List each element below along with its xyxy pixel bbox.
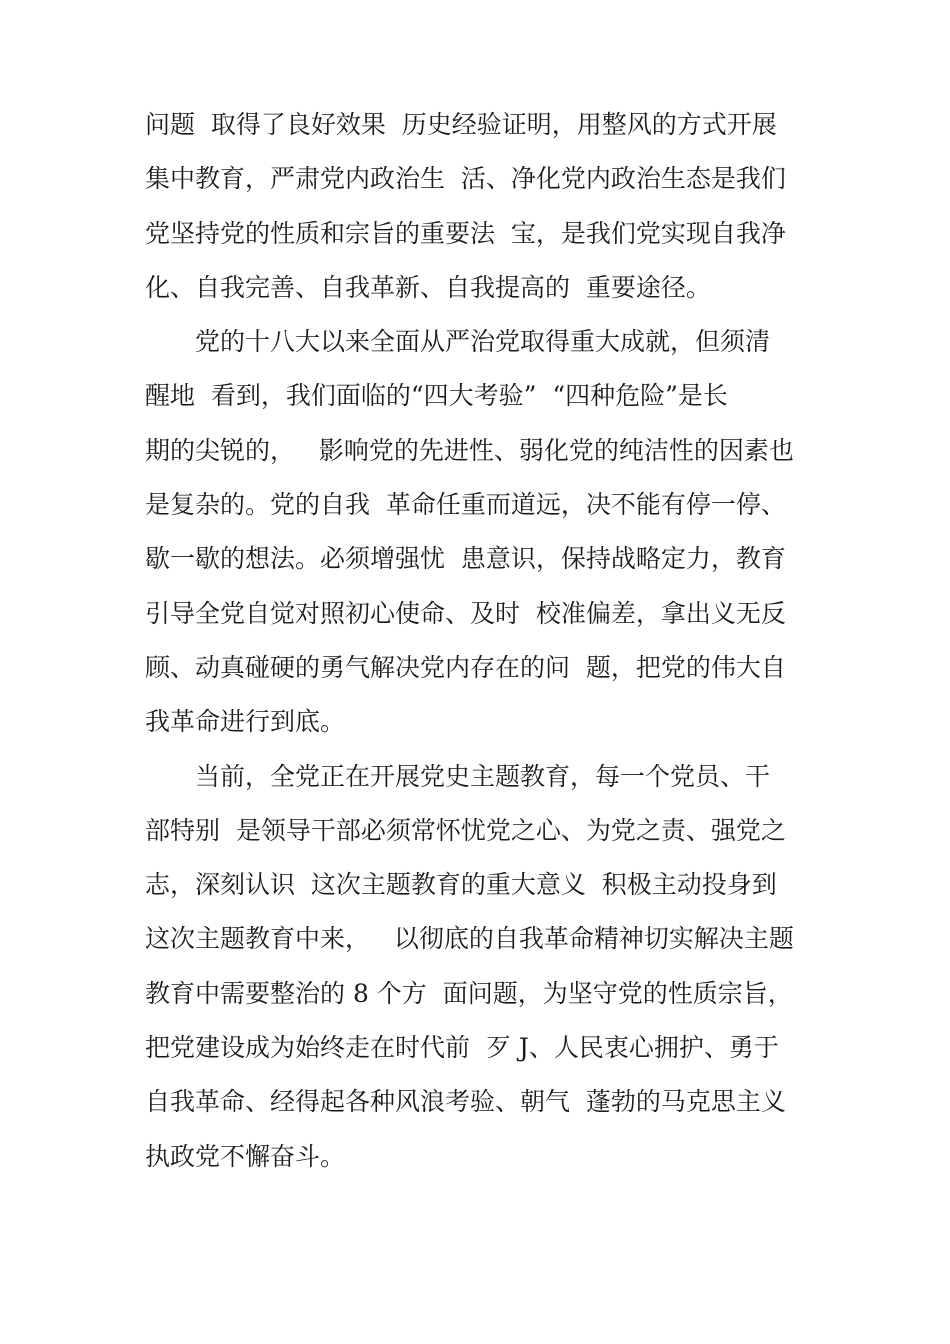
text-line: 是复杂的。党的自我 革命任重而道远，决不能有停一停、 [145,490,786,520]
paragraph-3 [145,750,815,1184]
text-line: 当前，全党正在开展党史主题教育，每一个党员、干 [195,761,771,791]
text-line: 党的十八大以来全面从严治党取得重大成就，但须清 [195,327,771,357]
text-line: 醒地 看到，我们面临的“四大考验” “四种危险”是长 [145,381,728,411]
text-line: 问题 取得了良好效果 历史经验证明，用整风的方式开展 [145,110,777,139]
text-line: 化、自我完善、自我革新、自我提高的 重要途径。 [145,272,711,302]
paragraph-1 [145,98,815,315]
text-line: 我革命进行到底。 [145,707,346,737]
text-line: 顾、动真碰硬的勇气解决党内存在的问 题，把党的伟大自 [145,652,786,682]
body-text [145,98,815,1184]
text-line: 部特别 是领导干部必须常怀忧党之心、为党之责、强党之 [145,815,786,845]
text-line: 教育中需要整治的 8 个方 面问题，为坚守党的性质宗旨， [145,978,793,1008]
text-line: 集中教育，严肃党内政治生 活、净化党内政治生态是我们 [145,164,786,194]
text-line: 引导全党自觉对照初心使命、及时 校准偏差，拿出义无反 [145,598,786,628]
paragraph-2 [145,315,815,749]
text-line: 志，深刻认识 这次主题教育的重大意义 积极主动投身到 [145,870,777,900]
text-line: 自我革命、经得起各种风浪考验、朝气 蓬勃的马克思主义 [145,1087,786,1117]
text-line: 期的尖锐的， 影响党的先进性、弱化党的纯洁性的因素也 [145,435,794,465]
text-line: 歇一歇的想法。必须增强忧 患意识，保持战略定力，教育 [145,544,786,574]
text-line: 执政党不懈奋斗。 [145,1141,346,1171]
text-line: 这次主题教育中来， 以彻底的自我革命精神切实解决主题 [145,924,794,954]
text-line: 党坚持党的性质和宗旨的重要法 宝，是我们党实现自我净 [145,218,786,248]
text-line: 把党建设成为始终走在时代前 歹 J、人民衷心拥护、勇于 [145,1033,779,1063]
